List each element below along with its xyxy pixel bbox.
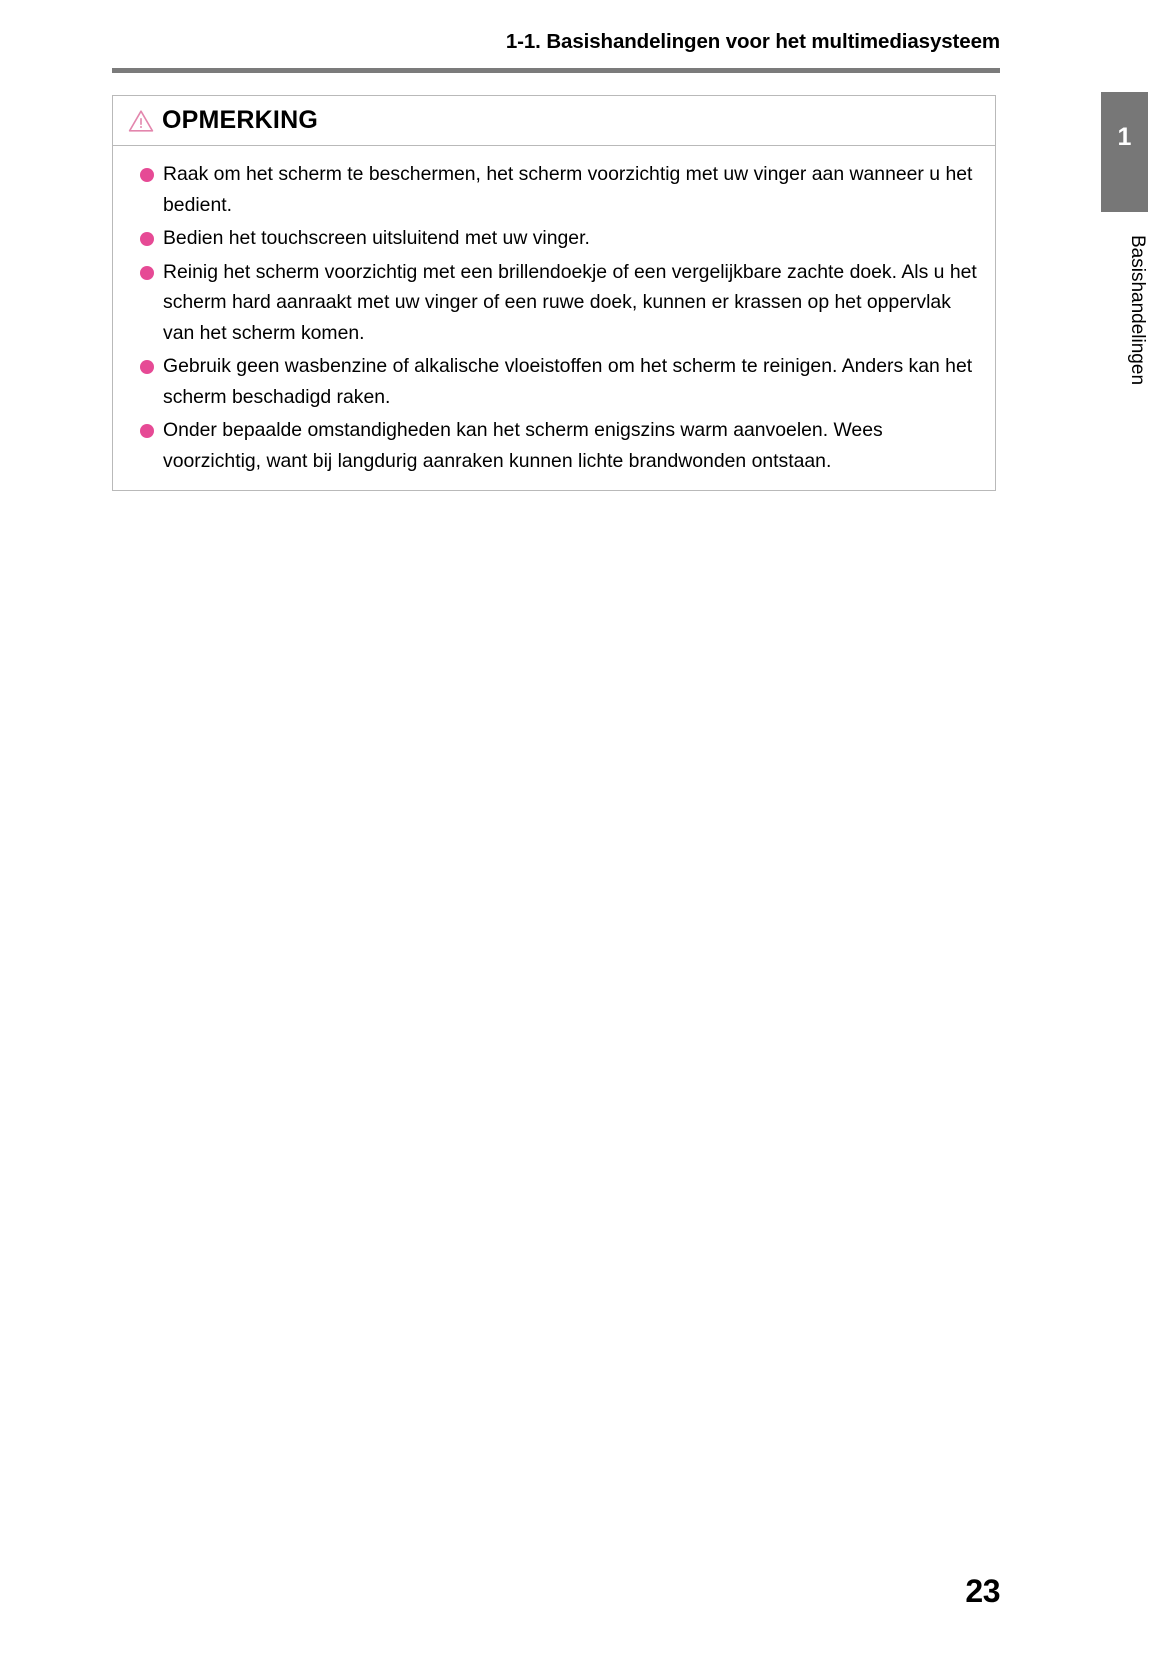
notice-box (112, 95, 996, 491)
page-number: 23 (965, 1573, 1000, 1609)
notice-body (113, 146, 995, 490)
list-item-text: Reinig het scherm voorzichtig met een brillendoekje of een vergelijkbare zachte doek. Als u het scherm hard aanraakt met uw vinger of een ruwe doek, kunnen er krassen op het oppervlak van het scherm komen. (163, 260, 977, 344)
list-item (127, 257, 983, 349)
list-item (127, 223, 983, 254)
bullet-dot-icon (140, 168, 154, 182)
chapter-label: Basishandelingen (1127, 234, 1148, 385)
list-item-text: Onder bepaalde omstandigheden kan het scherm enigszins warm aanvoelen. Wees voorzichtig, want bij langdurig aanraken kunnen lichte brandwonden ontstaan. (163, 419, 883, 472)
chapter-number: 1 (1117, 123, 1132, 151)
chapter-thumb-tab (1101, 92, 1148, 212)
list-item-text: Raak om het scherm te beschermen, het scherm voorzichtig met uw vinger aan wanneer u het bedient. (163, 163, 973, 216)
list-item (127, 415, 983, 476)
notice-header (113, 96, 995, 146)
notice-list (127, 159, 983, 476)
list-item (127, 159, 983, 220)
list-item (127, 351, 983, 412)
header-divider-rule (112, 68, 1000, 73)
list-item-text: Gebruik geen wasbenzine of alkalische vloeistoffen om het scherm te reinigen. Anders kan het scherm beschadigd raken. (163, 355, 973, 408)
bullet-dot-icon (140, 232, 154, 246)
notice-title: OPMERKING (162, 106, 318, 134)
warning-triangle-icon (128, 109, 154, 133)
bullet-dot-icon (140, 424, 154, 438)
bullet-dot-icon (140, 266, 154, 280)
list-item-text: Bedien het touchscreen uitsluitend met uw vinger. (163, 227, 590, 249)
page-header-title: 1-1. Basishandelingen voor het multimediasysteem (505, 30, 1000, 53)
bullet-dot-icon (140, 360, 154, 374)
